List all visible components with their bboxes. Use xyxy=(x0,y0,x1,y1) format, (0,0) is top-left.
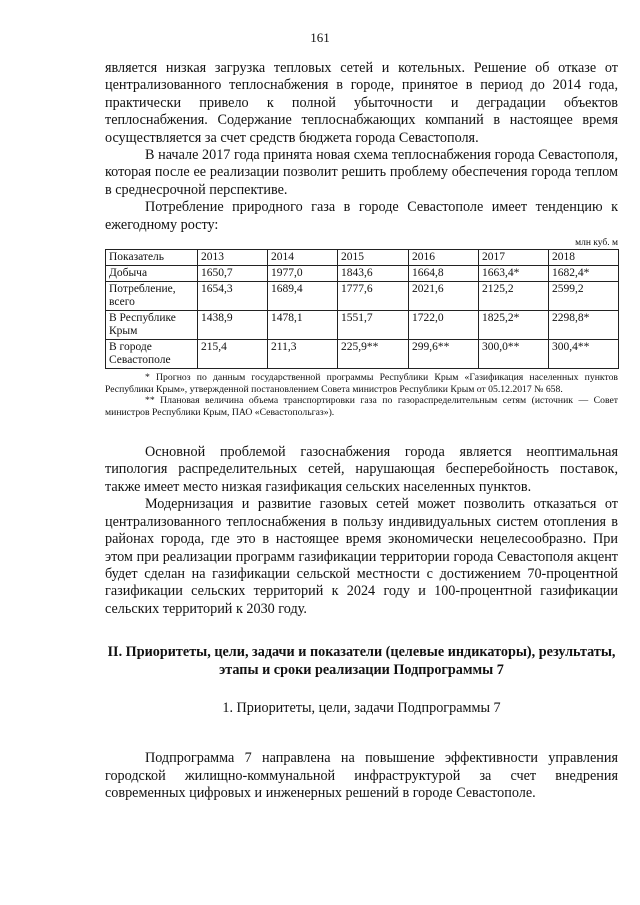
table-cell: 300,4** xyxy=(549,340,619,369)
column-header: Показатель xyxy=(106,250,198,266)
document-body xyxy=(105,60,618,803)
paragraph-gas-supply-problem: Основной проблемой газоснабжения города является неоптимальная типология распределительных сетей, нарушающая бесперебойность поставок, также имеет место низкая газификация сельских населенных пунктов. xyxy=(105,444,618,495)
table-cell: 1650,7 xyxy=(198,266,268,282)
table-cell: 211,3 xyxy=(268,340,338,369)
table-cell: 1689,4 xyxy=(268,282,338,311)
table-cell: 215,4 xyxy=(198,340,268,369)
section-heading: II. Приоритеты, цели, задачи и показатели (целевые индикаторы), результаты, этапы и сроки реализации Подпрограммы 7 xyxy=(107,644,616,678)
column-header: 2013 xyxy=(198,250,268,266)
table-cell: Добыча xyxy=(106,266,198,282)
table-row xyxy=(106,311,619,340)
table-cell: 1654,3 xyxy=(198,282,268,311)
table-cell: 1722,0 xyxy=(409,311,479,340)
table-row xyxy=(106,282,619,311)
table-cell: 1682,4* xyxy=(549,266,619,282)
paragraph-new-heat-scheme: В начале 2017 года принята новая схема теплоснабжения города Севастополя, которая после ее реализации позволит решить проблему обеспечения города теплом в среднесрочной перспективе. xyxy=(105,147,618,198)
table-header-row xyxy=(106,250,619,266)
table-row xyxy=(106,340,619,369)
table-cell: 1551,7 xyxy=(338,311,409,340)
table-cell: 1825,2* xyxy=(479,311,549,340)
table-cell: 2021,6 xyxy=(409,282,479,311)
table-cell: Потребление, всего xyxy=(106,282,198,311)
paragraph-gas-consumption-intro: Потребление природного газа в городе Севастополе имеет тенденцию к ежегодному росту: xyxy=(105,199,618,233)
table-cell: 2599,2 xyxy=(549,282,619,311)
paragraph-subprogram-purpose: Подпрограмма 7 направлена на повышение эффективности управления городской жилищно-коммунальной инфраструктурой за счет внедрения современных цифровых и инженерных решений в городе Севастополе. xyxy=(105,750,618,802)
column-header: 2015 xyxy=(338,250,409,266)
paragraph-heat-supply-problem: является низкая загрузка тепловых сетей и котельных. Решение об отказе от централизованного теплоснабжения в городе, принятое в период до 2014 года, практически привело к полной убыточности и деградации объектов теплоснабжения. Содержание теплоснабжающих компаний в настоящее время осуществляется за счет средств бюджета города Севастополя. xyxy=(105,60,618,146)
page-number: 161 xyxy=(310,30,330,45)
table-cell: 1438,9 xyxy=(198,311,268,340)
footnote-planned-volume: ** Плановая величина объема транспортировки газа по газораспределительным сетям (источник — Совет министров Республики Крым, ПАО «Севастопольгаз»). xyxy=(105,395,618,418)
table-cell: 1478,1 xyxy=(268,311,338,340)
column-header: 2017 xyxy=(479,250,549,266)
column-header: 2014 xyxy=(268,250,338,266)
table-cell: 299,6** xyxy=(409,340,479,369)
table-cell: В городе Севастополе xyxy=(106,340,198,369)
table-unit-label: млн куб. м xyxy=(575,238,618,249)
column-header: 2016 xyxy=(409,250,479,266)
table-cell: 225,9** xyxy=(338,340,409,369)
table-row xyxy=(106,266,619,282)
table-cell: 1663,4* xyxy=(479,266,549,282)
table-cell: 1777,6 xyxy=(338,282,409,311)
footnote-forecast: * Прогноз по данным государственной программы Республики Крым «Газификация населенных пунктов Республики Крым», утвержденной постановлением Совета министров Республики Крым от 05.12.2017 № 658. xyxy=(105,372,618,395)
table-cell: 1843,6 xyxy=(338,266,409,282)
table-cell: 2125,2 xyxy=(479,282,549,311)
table-cell: 1977,0 xyxy=(268,266,338,282)
gas-consumption-table xyxy=(105,249,619,369)
table-cell: 2298,8* xyxy=(549,311,619,340)
column-header: 2018 xyxy=(549,250,619,266)
paragraph-gas-network-modernization: Модернизация и развитие газовых сетей может позволить отказаться от централизованного теплоснабжения в пользу индивидуальных систем отопления в районах города, где это в настоящее время экономически нецелесообразно. При этом при реализации программ газификации территории города Севастополя акцент будет сделан на газификации сельской местности с достижением 70-процентной газификации сельских территорий к 2024 году и 100-процентной газификации сельских территорий к 2030 году. xyxy=(105,496,618,617)
subsection-heading: 1. Приоритеты, цели, задачи Подпрограммы 7 xyxy=(222,699,501,716)
table-cell: 300,0** xyxy=(479,340,549,369)
table-cell: 1664,8 xyxy=(409,266,479,282)
table-cell: В Республике Крым xyxy=(106,311,198,340)
